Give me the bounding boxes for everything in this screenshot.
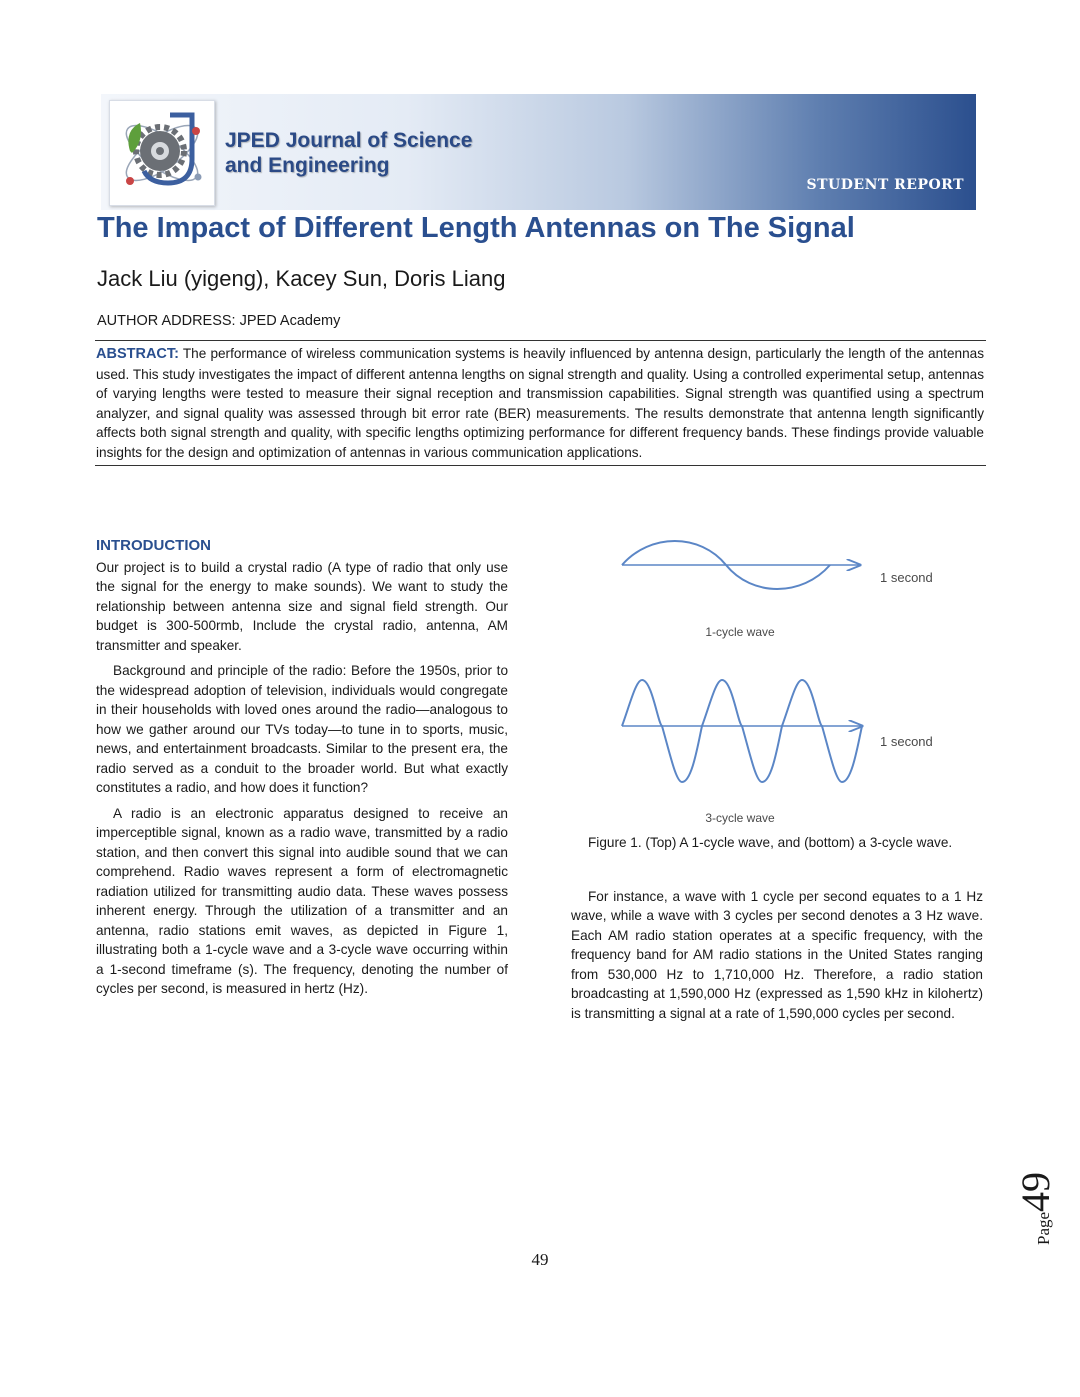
intro-paragraph-3: A radio is an electronic apparatus designed to receive an imperceptible signal, known as a radio wave, transmitted by a radio station, and then convert this signal into audible sound that we can comprehend. Radio waves represent a form of electromagnetic radiation utilized for transmitting audio data. These waves possess inherent energy. Through the utilization of a transmitter and an antenna, radio stations emit waves, as depicted in Figure 1, illustrating both a 1-cycle wave and a 3-cycle wave occurring within a 1-second timeframe (s). The frequency, denoting the number of cycles per second, is measured in hertz (Hz). (96, 805, 508, 996)
gear-atom-logo-icon (110, 101, 214, 205)
right-paragraph-1: For instance, a wave with 1 cycle per second equates to a 1 Hz wave, while a wave with 3 cycles per second denotes a 3 Hz wave. Each AM radio station operates at a specific frequency, with the frequency band for AM radio stations in the United States ranging from 530,000 Hz to 1,710,000 Hz. Therefore, a radio station broadcasting at 1,590,000 Hz (expressed as 1,590 kHz in kilohertz) is transmitting a signal at a rate of 1,590,000 cycles per second. (571, 888, 983, 1021)
abstract-text: The performance of wireless communication systems is heavily influenced by antenna design, particularly the length of the antennas used. This study investigates the impact of different antenna lengths on signal strength and quality. Using a controlled experimental setup, antennas of varying lengths were tested to measure their signal reception and transmission capabilities. Signal strength was quantified using a spectrum analyzer, and signal quality was assessed through bit error rate (BER) measurements. The results demonstrate that antenna length significantly affects both signal strength and quality, with specific lengths optimizing performance for different frequency bands. These findings provide valuable insights for the design and optimization of antennas in various communication applications. (96, 346, 984, 460)
journal-logo (109, 100, 215, 206)
page-number: 49 (531, 1250, 549, 1269)
author-address: AUTHOR ADDRESS: JPED Academy (97, 313, 341, 329)
side-page-label (1012, 1172, 1059, 1245)
side-page-word: Page (1034, 1211, 1053, 1245)
three-cycle-wave (622, 680, 862, 782)
abstract-box (95, 340, 986, 466)
figure-1-caption: Figure 1. (Top) A 1-cycle wave, and (bottom) a 3-cycle wave. (588, 835, 953, 850)
intro-paragraph-2: Background and principle of the radio: Before the 1950s, prior to the widespread adoption of television, individuals would congregate in their households with loved ones around the radio—analogous to how we gather around our TVs today—to tune in to sports, music, news, and entertainment broadcasts. Similar to the present era, the radio served as a conduit to the broader world. But what exactly constitutes a radio, and how does it function? (96, 663, 508, 795)
wave-diagram (590, 524, 990, 829)
left-column (96, 536, 508, 1005)
article-title: The Impact of Different Length Antennas on The Signal (97, 212, 855, 244)
journal-name: JPED Journal of Science and Engineering (225, 129, 473, 177)
abstract-label: ABSTRACT: (96, 346, 179, 362)
top-wave-caption: 1-cycle wave (705, 625, 775, 639)
intro-paragraph-1: Our project is to build a crystal radio (A type of radio that only use the signal for the energy to make sounds). We want to study the relationship between antenna size and signal field strength. Our budget is 300-500rmb, Include the crystal radio, antenna, AM transmitter and speaker. (96, 559, 508, 653)
top-axis-label: 1 second (880, 570, 933, 585)
journal-banner (101, 94, 976, 210)
side-page-number: 49 (1013, 1171, 1058, 1212)
figure-1 (590, 524, 990, 834)
introduction-heading: INTRODUCTION (96, 537, 211, 554)
bottom-wave-caption: 3-cycle wave (705, 811, 775, 825)
right-column (571, 833, 983, 1029)
bottom-axis-label: 1 second (880, 734, 933, 749)
student-report-badge: STUDENT REPORT (806, 177, 964, 193)
article-authors: Jack Liu (yigeng), Kacey Sun, Doris Liang (97, 266, 506, 291)
